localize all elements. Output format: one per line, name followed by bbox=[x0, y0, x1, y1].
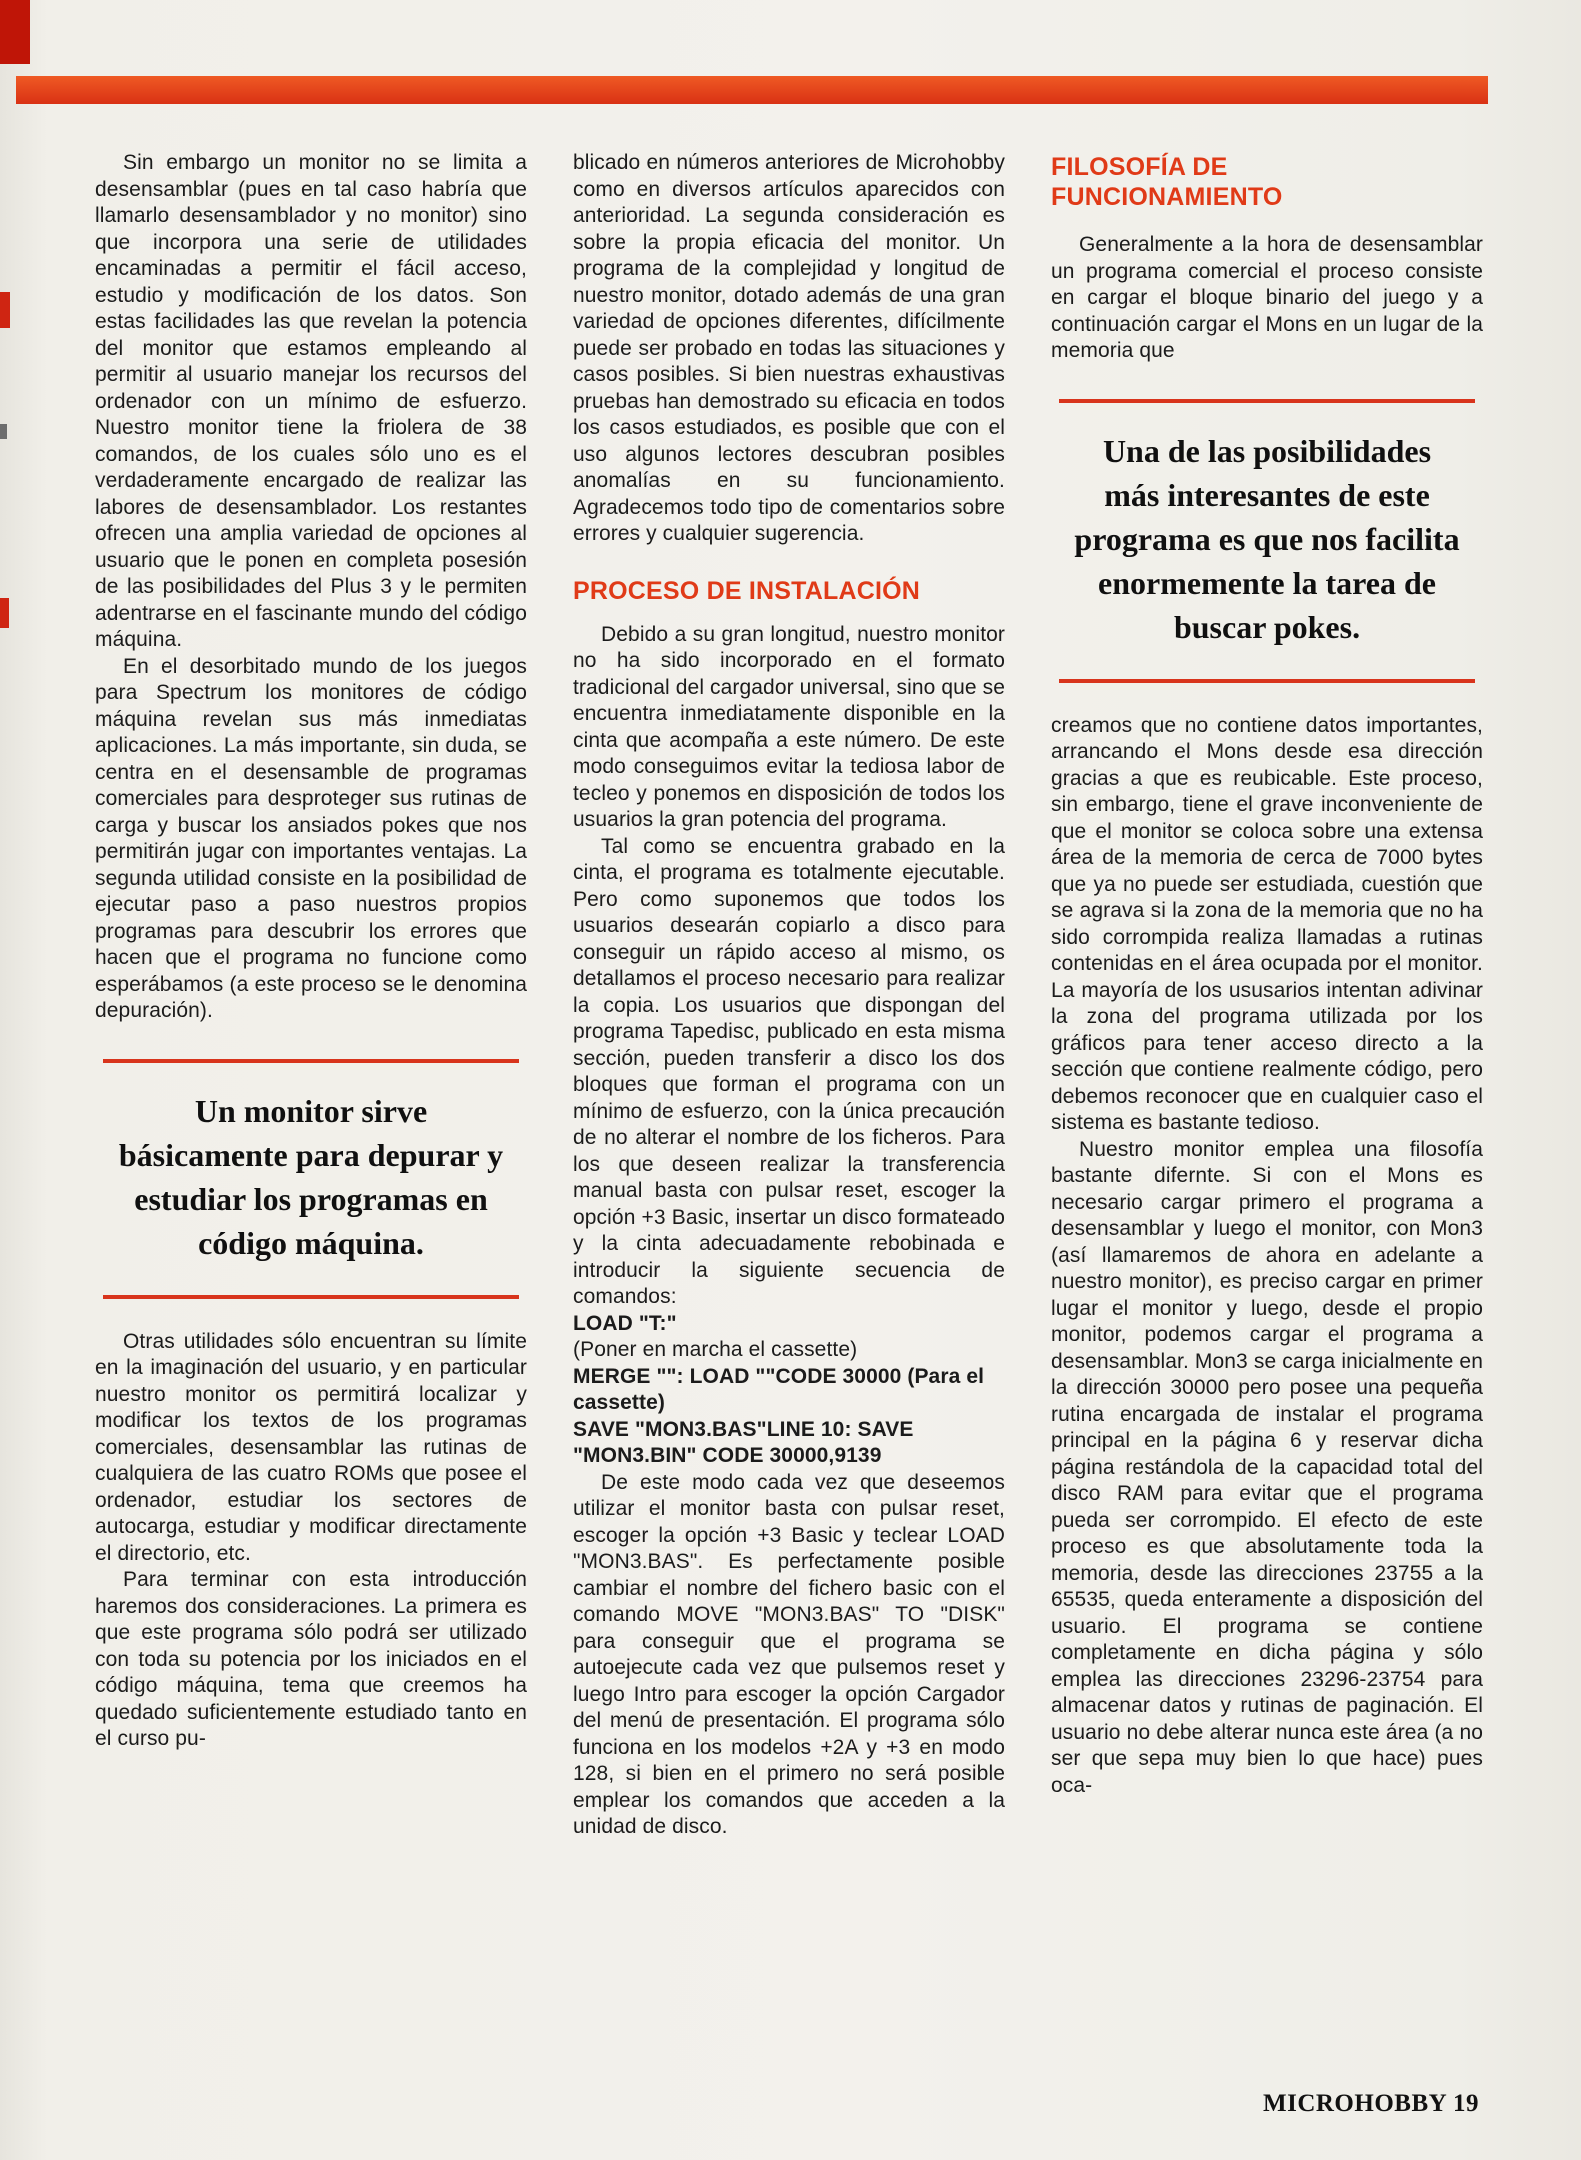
pull-quote-pokes bbox=[1059, 399, 1475, 683]
paragraph: Nuestro monitor emplea una filosofía bastante difernte. Si con el Mons es necesario cargar primero el programa a desensamblar y luego el monitor, con Mon3 (así llamaremos de ahora en adelante a nuestro monitor), es preciso cargar en primer lugar el monitor y luego, desde el propio monitor, podemos cargar el programa a desensamblar. Mon3 se carga inicialmente en la dirección 30000 pero posee una pequeña rutina encargada de instalar el programa principal en la página 6 y reservar dicha página restándola de la capacidad total del disco RAM para evitar que el programa pueda ser corrompido. El efecto de este proceso es que absolutamente toda la memoria, desde las direcciones 23755 a la 65535, queda enteramente a disposición del usuario. El programa se contiene completamente en dicha página y sólo emplea las direcciones 23296-23754 para almacenar datos y rutinas de paginación. El usuario no debe alterar nunca este área (a no ser que sepa muy bien lo que hace) pues oca- bbox=[1051, 1137, 1483, 1797]
paragraph: En el desorbitado mundo de los juegos para Spectrum los monitores de código máquina revelan sus más inmediatas aplicaciones. La más importante, sin duda, se centra en el desensamble de programas comerciales para desproteger sus rutinas de carga y buscar los ansiados pokes que nos permitirán jugar con importantes ventajas. La segunda utilidad consiste en la posibilidad de ejecutar paso a paso nuestros propios programas para descubrir los errores que hacen que el programa no funcione como esperábamos (a este proceso se le denomina depuración). bbox=[95, 654, 527, 1022]
paragraph: Tal como se encuentra grabado en la cinta, el programa es totalmente ejecutable. Pero como suponemos que todos los usuarios desearán copiarlo a disco para conseguir un rápido acceso al mismo, os detallamos el proceso necesario para realizar la copia. Los usuarios que dispongan del programa Tapedisc, publicado en esta misma sección, pueden transferir a disco los dos bloques que forman el programa con un mínimo de esfuerzo, con la única precaución de no alterar el nombre de los ficheros. Para los que deseen realizar la transferencia manual basta con pulsar reset, escoger la opción +3 Basic, insertar un disco formateado y la cinta adecuadamente rebobinada e introducir la siguiente secuencia de comandos: bbox=[573, 834, 1005, 1308]
red-rule bbox=[1059, 679, 1475, 683]
pull-quote-text: Una de las posibilidades más interesantes de este programa es que nos facilita enormemente la tarea de buscar pokes. bbox=[1074, 432, 1460, 645]
command-line: LOAD "T:" bbox=[573, 1311, 677, 1335]
column-3 bbox=[1051, 150, 1483, 1841]
paragraph: De este modo cada vez que deseemos utilizar el monitor basta con pulsar reset, escoger la opción +3 Basic y teclear LOAD "MON3.BAS". Es perfectamente posible cambiar el nombre del fichero basic con el comando MOVE "MON3.BAS" TO "DISK" para conseguir que el programa se autoejecute cada vez que pulsemos reset y luego Intro para escoger la opción Cargador del menú de presentación. El programa sólo funciona en los modelos +2A y +3 en modo 128, si bien en el primero no será posible emplear los comandos que acceden a la unidad de disco. bbox=[573, 1470, 1005, 1838]
command-line: SAVE "MON3.BAS"LINE 10: SAVE "MON3.BIN" CODE 30000,9139 bbox=[573, 1417, 914, 1467]
pull-quote-monitor bbox=[103, 1059, 519, 1299]
page-footer: MICROHOBBY 19 bbox=[1263, 2090, 1479, 2117]
paragraph: Debido a su gran longitud, nuestro monitor no ha sido incorporado en el formato tradicional del cargador universal, sino que se encuentra inmediatamente disponible en la cinta que acompaña a este número. De este modo conseguimos evitar la tediosa labor de tecleo y ponemos en disposición de todos los usuarios la gran potencia del programa. bbox=[573, 622, 1005, 831]
paragraph: Sin embargo un monitor no se limita a desensamblar (pues en tal caso habría que llamarlo desensamblador y no monitor) sino que incorpora una serie de utilidades encaminadas a permitir el fácil acceso, estudio y modificación de los datos. Son estas facilidades las que revelan la potencia del monitor que estamos empleando al permitir al usuario manejar los recursos del ordenador con un mínimo de esfuerzo. Nuestro monitor tiene la friolera de 38 comandos, de los cuales sólo uno es el verdaderamente encargado de realizar las labores de desensamblador. Los restantes ofrecen una amplia variedad de opciones al usuario que le ponen en completa posesión de las posibilidades del Plus 3 y le permiten adentrarse en el fascinante mundo del código máquina. bbox=[95, 151, 527, 651]
section-heading-filosofia-de-funcionamiento: FILOSOFÍA DE FUNCIONAMIENTO bbox=[1051, 153, 1283, 211]
red-rule bbox=[103, 1295, 519, 1299]
paragraph: Generalmente a la hora de desensamblar un programa comercial el proceso consiste en cargar el bloque binario del juego y a continuación cargar el Mons en un lugar de la memoria que bbox=[1051, 233, 1483, 362]
left-edge-mark bbox=[0, 598, 9, 628]
paragraph: blicado en números anteriores de Microhobby como en diversos artículos aparecidos con anterioridad. La segunda consideración es sobre la propia eficacia del monitor. Un programa de la complejidad y longitud de nuestro monitor, dotado además de una gran variedad de opciones diferentes, difícilmente puede ser probado en todas las situaciones y casos posibles. Si bien nuestras exhaustivas pruebas han demostrado su eficacia en todos los casos estudiados, es posible que con el uso algunos lectores descubran posibles anomalías en su funcionamiento. Agradecemos todo tipo de comentarios sobre errores y cualquier sugerencia. bbox=[573, 151, 1005, 545]
left-edge-smudge bbox=[0, 424, 7, 439]
paragraph: creamos que no contiene datos importantes, arrancando el Mons desde esa dirección gracias a que es reubicable. Este proceso, sin embargo, tiene el grave inconveniente de que el monitor se coloca sobre una extensa área de la memoria de cerca de 7000 bytes que ya no puede ser estudiada, cuestión que se agrava si la zona de la memoria que no ha sido corrompida realiza llamadas a rutinas contenidas en el área ocupada por el monitor. La mayoría de los ususarios intentan adivinar la zona del programa utilizada por los gráficos para tener acceso directo a la sección que contiene realmente código, pero debemos reconocer que en cualquier caso el sistema es bastante tedioso. bbox=[1051, 713, 1483, 1134]
command-line: MERGE "": LOAD ""CODE 30000 (Para el cassette) bbox=[573, 1364, 985, 1414]
top-red-bar bbox=[16, 76, 1488, 104]
paragraph: Otras utilidades sólo encuentran su límite en la imaginación del usuario, y en particular nuestro monitor os permitirá localizar y modificar los textos de los programas comerciales, desensamblar las rutinas de cualquiera de las cuatro ROMs que posee el ordenador, estudiar los sectores de autocarga, estudiar y modificar directamente el directorio, etc. bbox=[95, 1329, 527, 1565]
article-columns bbox=[95, 150, 1485, 1841]
pull-quote-text: Un monitor sirve básicamente para depurar y estudiar los programas en código máquina. bbox=[118, 1092, 504, 1261]
paragraph: Para terminar con esta introducción haremos dos consideraciones. La primera es que este programa sólo podrá ser utilizado con toda su potencia por los iniciados en el código máquina, tema que creemos ha quedado suficientemente estudiado tanto en el curso pu- bbox=[95, 1568, 527, 1750]
left-edge-red-block bbox=[0, 0, 30, 64]
column-1 bbox=[95, 150, 527, 1841]
command-note: (Poner en marcha el cassette) bbox=[573, 1338, 858, 1361]
column-2 bbox=[573, 150, 1005, 1841]
left-edge-mark bbox=[0, 292, 10, 328]
section-heading-proceso-de-instalacion: PROCESO DE INSTALACIÓN bbox=[573, 576, 921, 605]
